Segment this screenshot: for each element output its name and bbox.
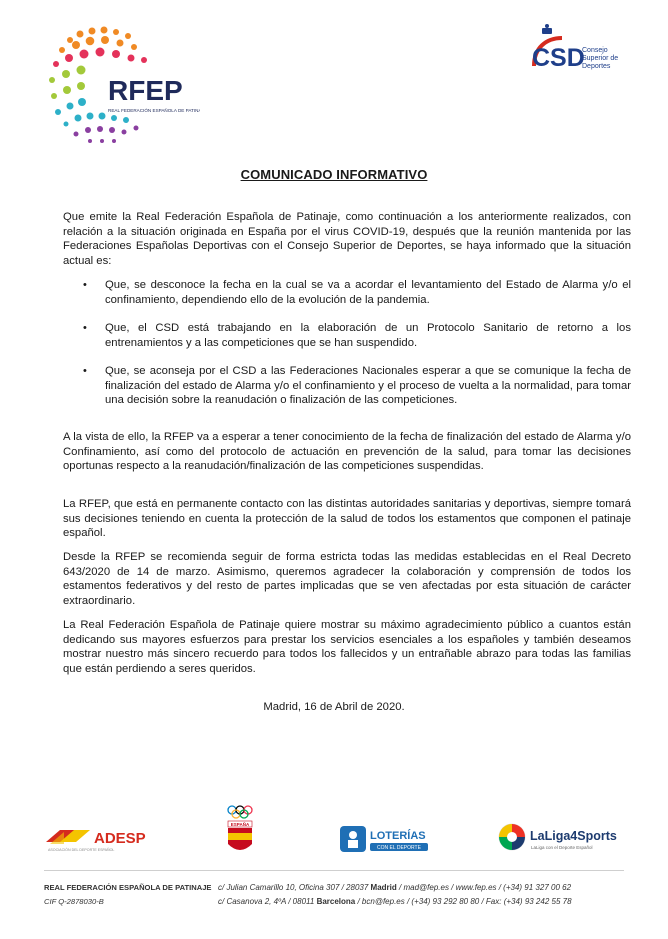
bullet-item <box>83 321 631 350</box>
bullet-item <box>83 278 631 307</box>
rfep-logo-text: RFEP <box>108 75 183 106</box>
csd-logo-line-2: Superior de <box>582 55 619 62</box>
loterias-logo-text: LOTERÍAS <box>370 830 426 842</box>
laliga4sports-logo <box>498 822 622 856</box>
footer-divider <box>44 870 624 871</box>
laliga-logo-text: LaLiga4Sports <box>530 829 617 843</box>
madrid-address: c/ Julian Camarillo 10, Oficina 307 / 28037 <box>218 883 369 892</box>
document-date: Madrid, 16 de Abril de 2020. <box>263 701 405 713</box>
adesp-logo-text: ADESP <box>94 830 146 847</box>
rfep-logo-subtext: REAL FEDERACIÓN ESPAÑOLA DE PATINAJE <box>108 108 200 113</box>
csd-logo-text: CSD <box>532 44 585 72</box>
footer-barcelona-line <box>218 897 572 906</box>
bullet-text: Que, se aconseja por el CSD a las Federaciones Nacionales esperar a que se comunique la fecha de finalización del estado de Alarma y/o el confinamiento y el proceso de vuelta a la normalidad, para tomar una decisión sobre la reanudación o finalización de las competiciones. <box>105 365 631 407</box>
madrid-city: Madrid <box>370 883 397 892</box>
bullet-dot: • <box>83 279 87 291</box>
footer-org-name: REAL FEDERACIÓN ESPAÑOLA DE PATINAJE <box>44 883 212 892</box>
document-title: COMUNICADO INFORMATIVO <box>240 167 428 182</box>
body-paragraph: La RFEP, que está en permanente contacto con las distintas autoridades sanitarias y deportivas, siempre tomará sus decisiones teniendo en cuenta la protección de la salud de todos los estamentos que componen el patinaje español. <box>63 498 631 540</box>
csd-logo <box>528 22 628 108</box>
espana-olympic-logo <box>222 804 258 856</box>
body-paragraph: A la vista de ello, la RFEP va a esperar a tener conocimiento de la fecha de finalización del estado de Alarma y/o Confinamiento, así como del protocolo de actuación en prevención de la salud, para tomar las decisiones oportunas respecto a la reanudación/finalización de las competiciones suspendidas. <box>63 431 631 473</box>
adesp-logo <box>46 822 156 852</box>
adesp-logo-subtext: ASOCIACIÓN DEL DEPORTE ESPAÑOL <box>48 848 115 852</box>
loterias-logo-subtext: CON EL DEPORTE <box>377 845 421 851</box>
madrid-contact: / mad@fep.es / www.fep.es / (+34) 91 327 00 62 <box>399 883 572 892</box>
footer-madrid-line <box>218 883 571 892</box>
laliga-logo-subtext: LaLiga con el Deporte Español <box>531 845 593 850</box>
body-paragraph: La Real Federación Española de Patinaje quiere mostrar su máximo agradecimiento público a cuantos están dedicando sus mayores esfuerzos para prestar los servicios esenciales a los españoles y también deseamos mostrar nuestro más sincero recuerdo para todos los fallecidos y un entrañable abrazo para todas las familias que están perdiendo a seres queridos. <box>63 619 631 675</box>
body-paragraph: Desde la RFEP se recomienda seguir de forma estricta todas las medidas establecidas en el Real Decreto 643/2020 de 14 de marzo. Asimismo, queremos agradecer la colaboración y comprensión de todos los estamentos federativos y del resto de partes implicadas que se ven afectadas por esta situación de carácter extraordinario. <box>63 551 631 607</box>
footer-cif: CIF Q-2878030-B <box>44 897 104 906</box>
bullet-dot: • <box>83 365 87 377</box>
espana-text: ESPAÑA <box>230 822 250 827</box>
bullet-dot: • <box>83 322 87 334</box>
bullet-item <box>83 364 631 408</box>
barcelona-address: c/ Casanova 2, 4ºA / 08011 <box>218 897 315 906</box>
barcelona-contact: / bcn@fep.es / (+34) 93 292 80 80 / Fax: (+34) 93 242 55 78 <box>357 897 572 906</box>
csd-logo-line-1: Consejo <box>582 47 608 54</box>
rfep-logo <box>40 20 200 150</box>
intro-paragraph: Que emite la Real Federación Española de Patinaje, como continuación a los anteriormente realizados, con relación a la situación originada en España por el virus COVID-19, después que la reunión mantenida por las Federaciones Españolas Deportivas con el Consejo Superior de Deportes, se haya informado que la situación actual es: <box>63 211 631 267</box>
barcelona-city: Barcelona <box>316 897 356 906</box>
bullet-text: Que, el CSD está trabajando en la elaboración de un Protocolo Sanitario de retorno a los entrenamientos y a las competiciones que se han suspendido. <box>105 322 631 349</box>
csd-logo-line-3: Deportes <box>582 63 611 70</box>
bullet-text: Que, se desconoce la fecha en la cual se va a acordar el levantamiento del Estado de Alarma y/o el confinamiento, dependiendo ello de la evolución de la pandemia. <box>105 279 631 306</box>
loterias-logo <box>340 824 430 856</box>
